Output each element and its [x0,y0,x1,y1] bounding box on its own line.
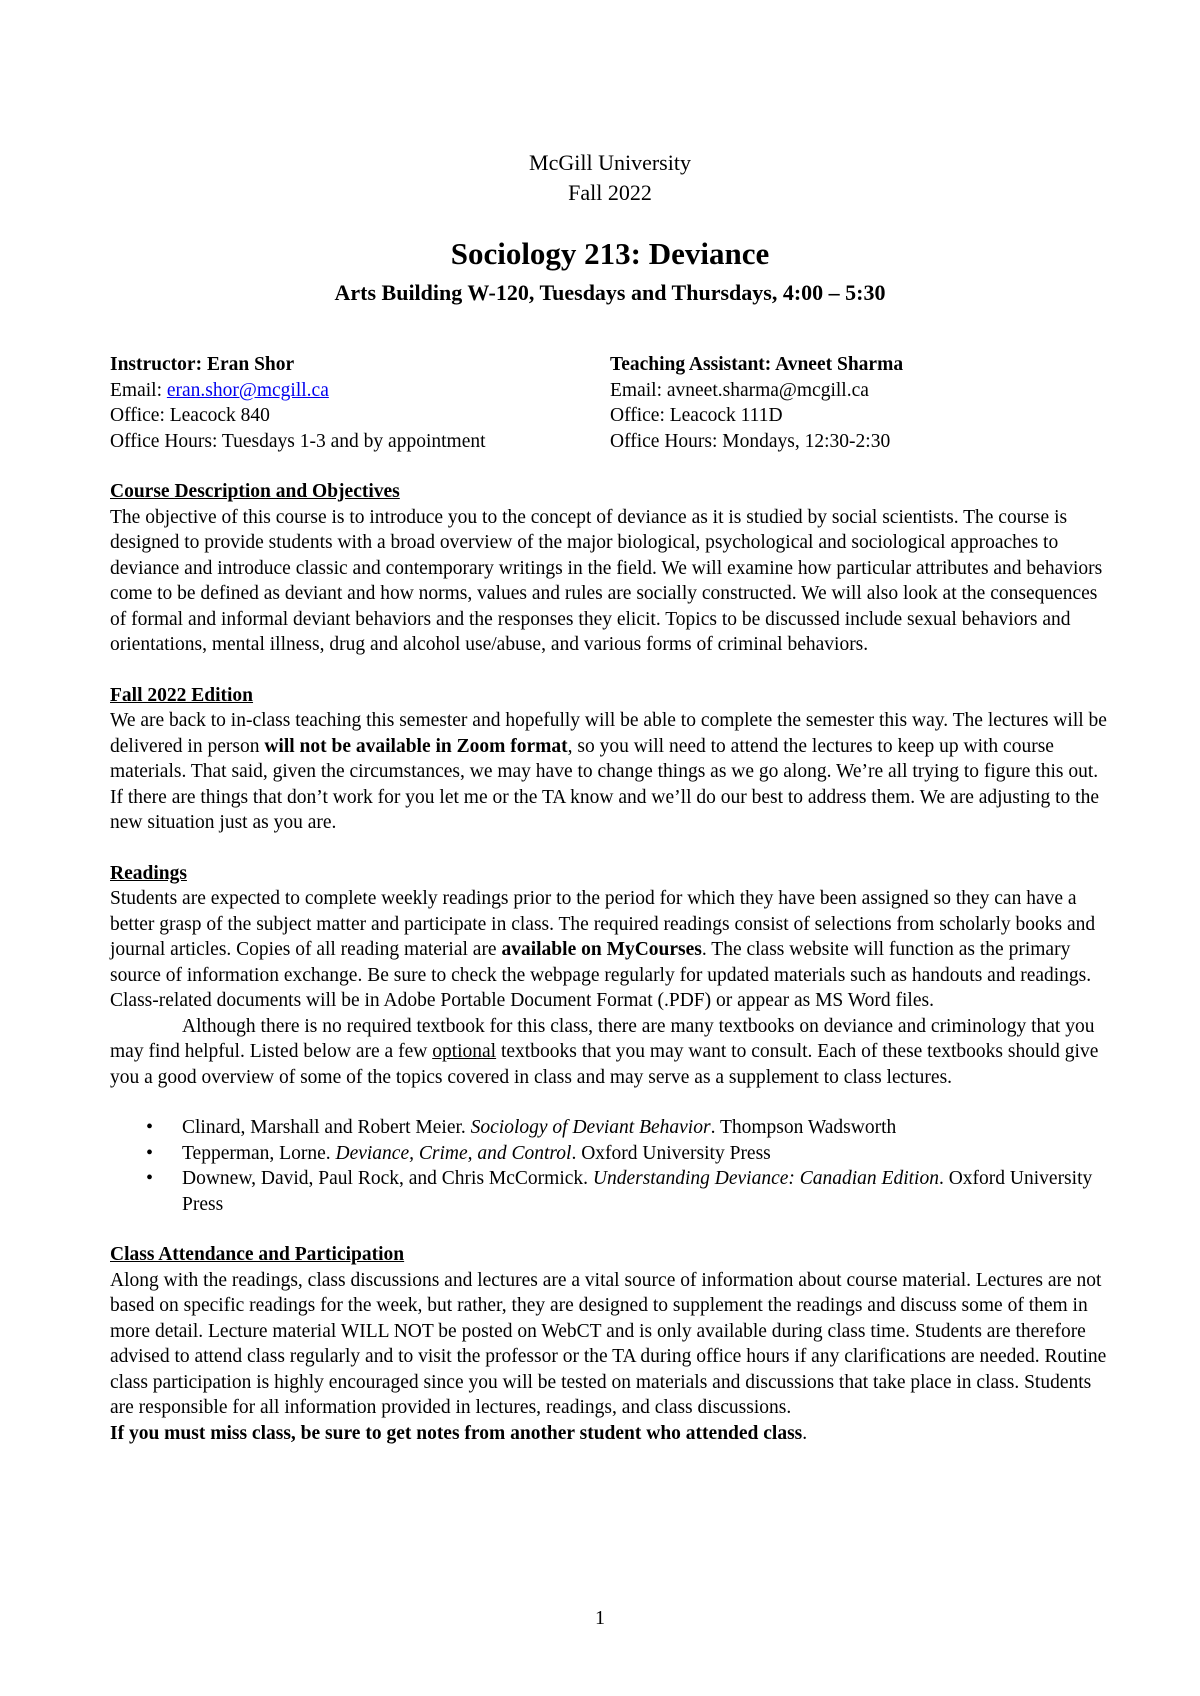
bullet-icon: • [146,1141,154,1164]
readings-heading: Readings [110,862,187,884]
bullet-icon: • [146,1167,154,1189]
description-heading: Course Description and Objectives [110,481,400,502]
list-item [146,1166,1110,1217]
attendance-final-end: . [802,1422,808,1444]
textbook-list [110,1115,1110,1217]
instructor-email-link[interactable]: eran.shor@mcgill.ca [166,379,329,401]
attendance-section [110,1242,1110,1446]
term: Fall 2022 [568,180,652,205]
course-title: Sociology 213: Deviance [450,236,770,271]
readings-p1-bold: available on MyCourses [501,939,702,960]
edition-section [110,683,1110,836]
book-title: Understanding Deviance: Canadian Edition [592,1168,939,1189]
ta-office: Office: Leacock 111D [610,405,783,426]
list-item [146,1115,1110,1141]
instructor-email-label: Email: [110,379,167,401]
readings-p1-text-a: Students are expected to complete weekly readings prior to the period for which they have been assigned so they can have a better grasp of the subject matter and participate in class. The required readings consist of selections from scholarly books and journal articles. Copies of all reading material are [110,888,1096,960]
book-publisher: . Thompson Wadsworth [710,1117,897,1138]
ta-label: Teaching Assistant: Avneet Sharma [610,354,904,375]
attendance-final-line [110,1421,1110,1447]
book-authors: Downew, David, Paul Rock, and Chris McCormick. [182,1168,593,1189]
university-name: McGill University [529,150,691,175]
ta-hours: Office Hours: Mondays, 12:30-2:30 [610,430,891,452]
attendance-heading: Class Attendance and Participation [110,1244,405,1265]
instructor-label: Instructor: Eran Shor [110,354,295,375]
bullet-icon: • [146,1116,154,1138]
description-section [110,479,1110,658]
readings-p2-underline: optional [432,1041,497,1062]
readings-p2-text-b: textbooks that you may want to consult. Each of these textbooks should give you a good overview of some of the topics covered in class and may serve as a supplement to class lectures. [110,1041,1099,1088]
edition-body [110,708,1110,836]
book-authors: Clinard, Marshall and Robert Meier. [182,1117,471,1138]
book-title: Sociology of Deviant Behavior [470,1117,711,1138]
book-publisher: . Oxford University Press [571,1142,771,1164]
course-location: Arts Building W-120, Tuesdays and Thursdays, 4:00 – 5:30 [334,280,886,305]
readings-p2-text-a: Although there is no required textbook for this class, there are many textbooks on deviance and criminology that you may find helpful. Listed below are a few [110,1015,1095,1062]
staff-info [110,352,1110,454]
edition-text-1: We are back to in-class teaching this semester and hopefully will be able to complete the semester this way. The lectures will be delivered in person [110,710,1107,757]
book-authors: Tepperman, Lorne. [182,1142,336,1164]
ta-email: Email: avneet.sharma@mcgill.ca [610,379,869,401]
ta-info [610,352,1110,454]
list-item [146,1141,1110,1167]
edition-heading: Fall 2022 Edition [110,684,254,706]
instructor-office: Office: Leacock 840 [110,405,270,426]
page-number: 1 [595,1607,605,1629]
attendance-final-bold: If you must miss class, be sure to get notes from another student who attended class [110,1422,803,1444]
instructor-email-line [110,378,610,404]
edition-text-bold: will not be available in Zoom format [264,735,568,757]
readings-paragraph-1 [110,886,1110,1014]
description-body: The objective of this course is to introduce you to the concept of deviance as it is studied by social scientists. The course is designed to provide students with a broad overview of the major biological, psychological and sociological approaches to deviance and introduce classic and contemporary writings in the field. We will examine how particular attributes and behaviors come to be defined as deviant and how norms, values and rules are socially constructed. We will also look at the consequences of formal and informal deviant behaviors and the responses they elicit. Topics to be discussed include sexual behaviors and orientations, mental illness, drug and alcohol use/abuse, and various forms of criminal behaviors. [110,506,1103,655]
book-title: Deviance, Crime, and Control [335,1142,572,1164]
syllabus-content [110,148,1110,1446]
readings-paragraph-2 [110,1014,1110,1091]
readings-section [110,861,1110,1218]
readings-p1-text-b: . The class website will function as the primary source of information exchange. Be sure to check the webpage regularly for updated materials such as handouts and readings. Class-related documents will be in Adobe Portable Document Format (.PDF) or appear as MS Word files. [110,939,1092,1011]
book-publisher: . Oxford University Press [182,1168,1093,1215]
attendance-body: Along with the readings, class discussions and lectures are a vital source of information about course material. Lectures are not based on specific readings for the week, but rather, they are designed to supplement the readings and discuss some of them in more detail. Lecture material WILL NOT be posted on WebCT and is only available during class time. Students are therefore advised to attend class regularly and to visit the professor or the TA during office hours if any clarifications are needed. Routine class participation is highly encouraged since you will be tested on materials and discussions that take place in class. Students are responsible for all information provided in lectures, readings, and class discussions. [110,1269,1107,1418]
edition-text-2: , so you will need to attend the lectures to keep up with course materials. That said, given the circumstances, we may have to change things as we go along. We’re all trying to figure this out. If there are things that don’t work for you let me or the TA know and we’ll do our best to address them. We are adjusting to the new situation just as you are. [110,735,1099,833]
instructor-info [110,352,610,454]
instructor-hours: Office Hours: Tuesdays 1-3 and by appointment [110,430,486,452]
